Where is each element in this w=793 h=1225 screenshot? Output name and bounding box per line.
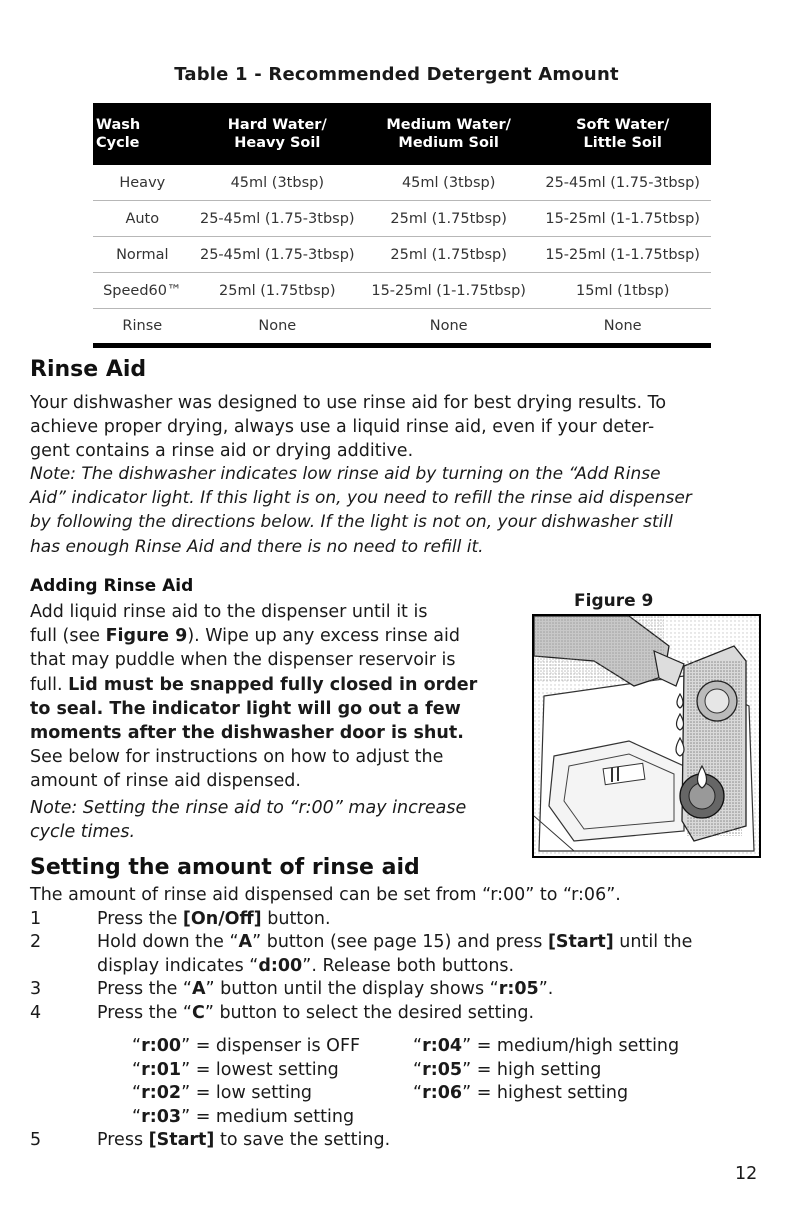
rinse-aid-note [30, 462, 770, 559]
adding-rinse-aid-text [30, 600, 520, 844]
note-line: Note: Setting the rinse aid to “r:00” may increase [30, 797, 467, 818]
table-cell: 25-45ml (1.75-3tbsp) [534, 165, 711, 201]
header-soft-water: Soft Water/ Little Soil [534, 103, 711, 165]
rinse-aid-heading: Rinse Aid [30, 357, 147, 382]
note-line: has enough Rinse Aid and there is no need to refill it. [30, 536, 484, 557]
text-line: See below for instructions on how to adjust the [30, 747, 444, 768]
table-cell: 45ml (3tbsp) [192, 165, 363, 201]
table-cell: 15-25ml (1-1.75tbsp) [363, 273, 534, 309]
table-cell: None [192, 309, 363, 346]
table-cell: Auto [93, 201, 192, 237]
figure-9-illustration [532, 614, 761, 858]
step-5: 5 Press [Start] to save the setting. [30, 1130, 391, 1150]
page-number: 12 [735, 1164, 758, 1184]
table-cell: Rinse [93, 309, 192, 346]
setting-intro: The amount of rinse aid dispensed can be set from “r:00” to “r:06”. [30, 885, 621, 905]
setting-amount-heading: Setting the amount of rinse aid [30, 855, 420, 880]
table-cell: 15-25ml (1-1.75tbsp) [534, 237, 711, 273]
setting-code: “r:01” = lowest setting [132, 1059, 339, 1080]
setting-code: “r:03” = medium setting [132, 1106, 355, 1127]
header-medium-water: Medium Water/ Medium Soil [363, 103, 534, 165]
setting-code: “r:05” = high setting [413, 1059, 602, 1080]
table-cell: Normal [93, 237, 192, 273]
figure-title: Figure 9 [574, 591, 654, 611]
adding-rinse-aid-heading: Adding Rinse Aid [30, 576, 194, 596]
table-cell: 25ml (1.75tbsp) [363, 237, 534, 273]
table-cell: 15ml (1tbsp) [534, 273, 711, 309]
setting-code: “r:00” = dispenser is OFF [132, 1036, 361, 1056]
text-line: full. Lid must be snapped fully closed in order [30, 674, 478, 695]
table-title: Table 1 - Recommended Detergent Amount [174, 64, 619, 85]
intro-line: gent contains a rinse aid or drying additive. [30, 441, 414, 462]
step-4: 4 Press the “C” button to select the desired setting. [30, 1002, 535, 1023]
setting-code: “r:06” = highest setting [413, 1083, 629, 1103]
rinse-aid-dispenser-illustration [534, 616, 759, 856]
table-cell: 25ml (1.75tbsp) [192, 273, 363, 309]
text-line: to seal. The indicator light will go out a few [30, 698, 461, 719]
table-cell: 25-45ml (1.75-3tbsp) [192, 201, 363, 237]
table-header-row [93, 103, 711, 165]
detergent-table [93, 103, 711, 348]
table-cell: None [534, 309, 711, 346]
note-line: cycle times. [30, 821, 136, 842]
text-line: full (see Figure 9). Wipe up any excess rinse aid [30, 626, 460, 647]
table-row [93, 273, 711, 309]
table-cell: 25ml (1.75tbsp) [363, 201, 534, 237]
table-cell: Speed60™ [93, 273, 192, 309]
step-3: 3 Press the “A” button until the display shows “r:05”. [30, 979, 554, 999]
table-row [93, 201, 711, 237]
table-cell: 45ml (3tbsp) [363, 165, 534, 201]
header-hard-water: Hard Water/ Heavy Soil [192, 103, 363, 165]
step-1: 1 Press the [On/Off] button. [30, 908, 331, 929]
table-row [93, 237, 711, 273]
setting-steps [30, 884, 770, 1025]
table-row [93, 165, 711, 201]
table-cell: 15-25ml (1-1.75tbsp) [534, 201, 711, 237]
intro-line: Your dishwasher was designed to use rinse aid for best drying results. To [30, 393, 667, 413]
note-line: Aid” indicator light. If this light is on, you need to refill the rinse aid dispenser [30, 488, 692, 509]
table-cell: None [363, 309, 534, 346]
step-2-continued: display indicates “d:00”. Release both buttons. [97, 955, 515, 976]
setting-code: “r:04” = medium/high setting [413, 1036, 680, 1056]
table-cell: Heavy [93, 165, 192, 201]
note-line: Note: The dishwasher indicates low rinse aid by turning on the “Add Rinse [30, 464, 661, 484]
setting-codes-right [413, 1035, 679, 1106]
setting-code: “r:02” = low setting [132, 1083, 313, 1103]
setting-codes-left [132, 1035, 360, 1129]
note-line: by following the directions below. If the light is not on, your dishwasher still [30, 512, 673, 533]
text-line: amount of rinse aid dispensed. [30, 771, 301, 792]
step-2: 2 Hold down the “A” button (see page 15) and press [Start] until the [30, 932, 693, 952]
header-wash-cycle: Wash Cycle [93, 103, 192, 165]
rinse-aid-intro [30, 391, 770, 464]
text-line: moments after the dishwasher door is shut. [30, 723, 464, 744]
intro-line: achieve proper drying, always use a liquid rinse aid, even if your deter- [30, 417, 655, 438]
text-line: that may puddle when the dispenser reservoir is [30, 650, 456, 671]
text-line: Add liquid rinse aid to the dispenser until it is [30, 602, 428, 622]
table-row [93, 309, 711, 346]
table-cell: 25-45ml (1.75-3tbsp) [192, 237, 363, 273]
figure-ref: Figure 9 [105, 626, 188, 647]
